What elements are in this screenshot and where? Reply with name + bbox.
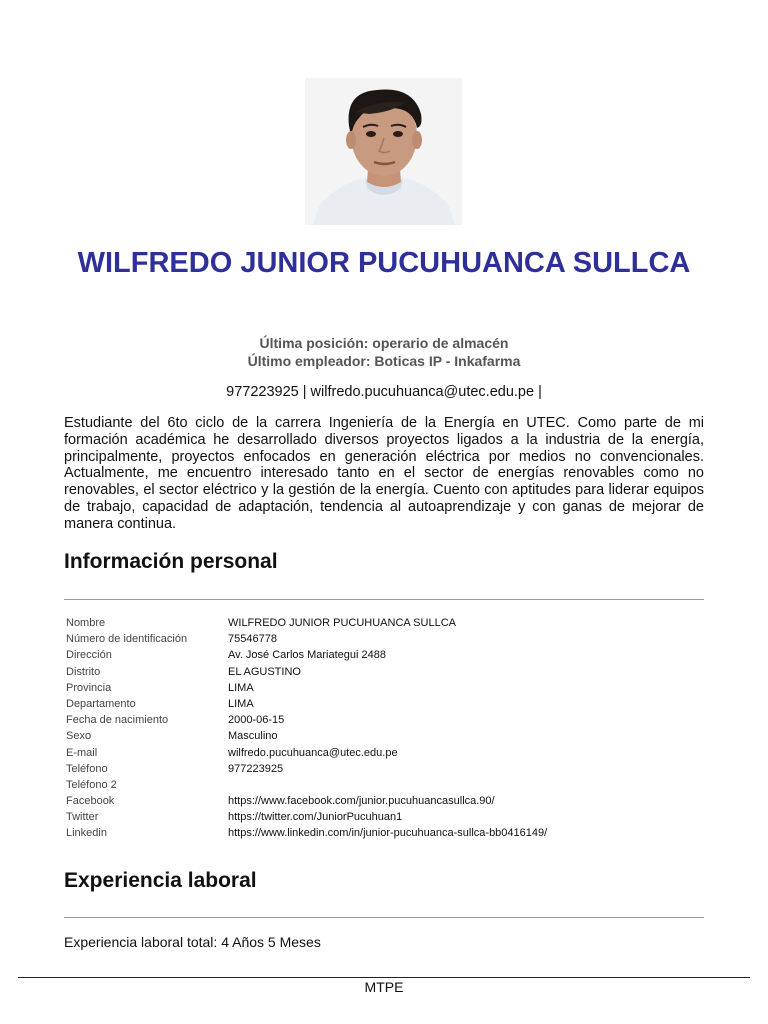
info-label: Nombre [66, 617, 106, 629]
info-row [66, 714, 547, 730]
info-label: Fecha de nacimiento [66, 714, 169, 727]
info-row [66, 633, 547, 649]
info-row [66, 682, 547, 698]
profile-photo [305, 78, 462, 225]
info-row [66, 649, 547, 665]
info-label: Departamento [66, 697, 136, 710]
info-value: WILFREDO JUNIOR PUCUHUANCA SULLCA [228, 617, 456, 629]
candidate-meta [64, 334, 704, 370]
info-value: 75546778 [228, 633, 277, 646]
info-label: Linkedin [66, 827, 107, 840]
info-row [66, 730, 547, 746]
info-value: https://www.linkedin.com/in/junior-pucuhuanca-sullca-bb0416149/ [228, 827, 548, 840]
experience-total: Experiencia laboral total: 4 Años 5 Meses [64, 934, 321, 950]
info-row [66, 698, 547, 714]
info-label: Dirección [66, 649, 112, 662]
info-value [228, 779, 547, 795]
info-row [66, 811, 547, 827]
info-label: Teléfono [66, 762, 108, 775]
personal-info-table [66, 617, 547, 844]
last-position: Última posición: operario de almacén [259, 335, 509, 351]
info-row [66, 827, 547, 843]
info-row [66, 779, 547, 795]
info-label: Provincia [66, 681, 112, 694]
experience-heading: Experiencia laboral [64, 869, 257, 892]
info-value: https://www.facebook.com/junior.pucuhuancasullca.90/ [228, 795, 495, 808]
footer-divider [18, 977, 750, 978]
info-row [66, 763, 547, 779]
info-value: LIMA [228, 681, 254, 694]
info-label: Sexo [66, 730, 92, 743]
section-divider [64, 917, 704, 918]
info-label: Twitter [66, 811, 99, 824]
info-value: LIMA [228, 697, 254, 710]
info-value: Av. José Carlos Mariategui 2488 [228, 649, 386, 662]
info-row [66, 617, 547, 633]
person-portrait-icon [305, 78, 462, 225]
info-label: Número de identificación [66, 633, 188, 646]
info-label: Teléfono 2 [66, 778, 117, 791]
info-value: wilfredo.pucuhuanca@utec.edu.pe [228, 746, 398, 759]
info-label: Facebook [66, 795, 115, 808]
footer-label: MTPE [364, 979, 404, 995]
info-row [66, 666, 547, 682]
info-value: Masculino [228, 730, 278, 743]
info-value: 977223925 [228, 762, 284, 775]
info-label: E-mail [66, 746, 98, 759]
contact-line: 977223925 | wilfredo.pucuhuanca@utec.edu.pe | [226, 384, 542, 400]
section-divider [64, 599, 704, 600]
info-row [66, 795, 547, 811]
last-employer: Último empleador: Boticas IP - Inkafarma [247, 353, 521, 369]
candidate-name: WILFREDO JUNIOR PUCUHUANCA SULLCA [77, 247, 691, 279]
info-value: EL AGUSTINO [228, 665, 301, 678]
info-row [66, 747, 547, 763]
info-value: 2000-06-15 [228, 714, 285, 727]
info-value: https://twitter.com/JuniorPucuhuan1 [228, 811, 403, 824]
personal-info-heading: Información personal [64, 550, 278, 573]
profile-summary: Estudiante del 6to ciclo de la carrera Ingeniería de la Energía en UTEC. Como parte de mi formación académica he desarrollado diversos proyectos ligados a la industria de la energía, principalmente, proyectos enfocados en generación eléctrica por medios no convencionales. Actualmente, me encuentro interesado tanto en el sector de energías renovables como no renovables, el sector eléctrico y la gestión de la energía. Cuento con aptitudes para liderar equipos de trabajo, capacidad de adaptación, tendencia al autoaprendizaje y con ganas de mejorar de manera continua. [64, 415, 704, 532]
info-label: Distrito [66, 665, 101, 678]
